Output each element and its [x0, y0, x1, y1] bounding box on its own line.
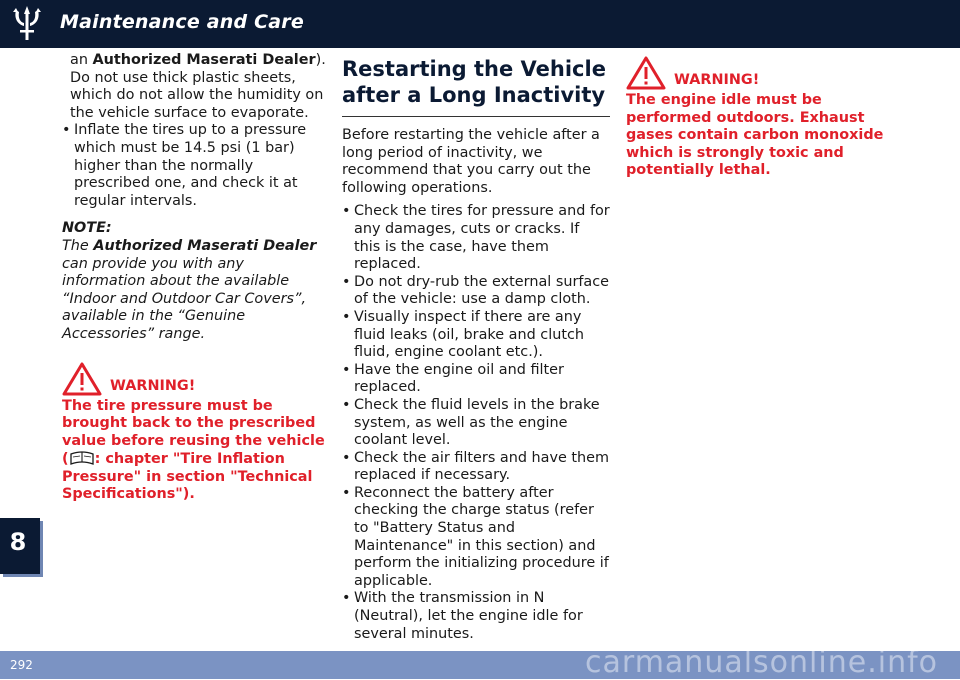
warning-heading: [626, 56, 886, 90]
list-item: • With the transmission in N (Neutral), let the engine idle for several minutes.: [342, 590, 610, 643]
section-divider: [342, 116, 610, 117]
warning-title: WARNING!: [110, 377, 196, 394]
text-span: an: [70, 52, 93, 68]
column-2: [342, 52, 610, 643]
chapter-tab: [0, 518, 40, 574]
warning-triangle-icon: [62, 362, 102, 396]
list-item: • Have the engine oil and filter replaced.: [342, 362, 610, 397]
page-header: [0, 0, 960, 48]
list-item: • Check the air filters and have them replaced if necessary.: [342, 450, 610, 485]
continued-paragraph: [62, 52, 326, 122]
checklist: [342, 203, 610, 643]
page-number: 292: [10, 658, 33, 672]
dealer-name: Authorized Maserati Dealer: [92, 52, 316, 68]
text-span: The: [62, 237, 94, 254]
warning-triangle-icon: [626, 56, 666, 90]
warning-title: WARNING!: [674, 72, 760, 89]
header-title: Maintenance and Care: [60, 11, 304, 33]
text-span: The tire pressure must be brought back to the prescribed value before reusing the vehicle (: [62, 397, 325, 468]
warning-text: The engine idle must be performed outdoors. Exhaust gases contain carbon monoxide which is strongly toxic and potentially lethal.: [626, 92, 884, 179]
list-item: • Visually inspect if there are any fluid leaks (oil, brake and clutch fluid, engine coolant etc.).: [342, 309, 610, 362]
chapter-number: 8: [9, 528, 27, 556]
column-3: [626, 52, 886, 180]
note-label: NOTE:: [62, 220, 112, 237]
warning-box: [62, 362, 326, 505]
text-span: : chapter "Tire Inflation Pressure" in section "Technical Specifications").: [62, 451, 313, 503]
note-text: [62, 238, 326, 344]
list-item: • Inflate the tires up to a pressure which must be 14.5 psi (1 bar) higher than the normally prescribed one, and check it at regular intervals.: [62, 122, 326, 210]
warning-text: [62, 398, 326, 505]
book-reference-icon: [69, 450, 95, 468]
column-1: [62, 52, 326, 504]
dealer-name: Authorized Maserati Dealer: [93, 237, 317, 254]
text-span: ). Do not use thick plastic sheets, which do not allow the humidity on the vehicle surface to evaporate.: [70, 52, 326, 121]
warning-heading: [62, 362, 326, 396]
list-item: • Do not dry-rub the external surface of the vehicle: use a damp cloth.: [342, 274, 610, 309]
section-title: Restarting the Vehicle after a Long Inactivity: [342, 57, 606, 107]
list-item: • Check the fluid levels in the brake system, as well as the engine coolant level.: [342, 397, 610, 450]
watermark: carmanualsonline.info: [585, 645, 938, 680]
text-span: can provide you with any information about the available “Indoor and Outdoor Car Covers”, available in the “Genuine Accessories” range.: [62, 255, 307, 342]
page-footer: [0, 645, 960, 680]
warning-box: [626, 56, 886, 180]
trident-logo-icon: [10, 6, 44, 42]
list-item: • Reconnect the battery after checking the charge status (refer to "Battery Status and Maintenance" in this section) and perform the initializing procedure if applicable.: [342, 485, 610, 591]
list-item: • Check the tires for pressure and for any damages, cuts or cracks. If this is the case, have them replaced.: [342, 203, 610, 273]
intro-paragraph: Before restarting the vehicle after a long period of inactivity, we recommend that you carry out the following operations.: [342, 127, 600, 196]
